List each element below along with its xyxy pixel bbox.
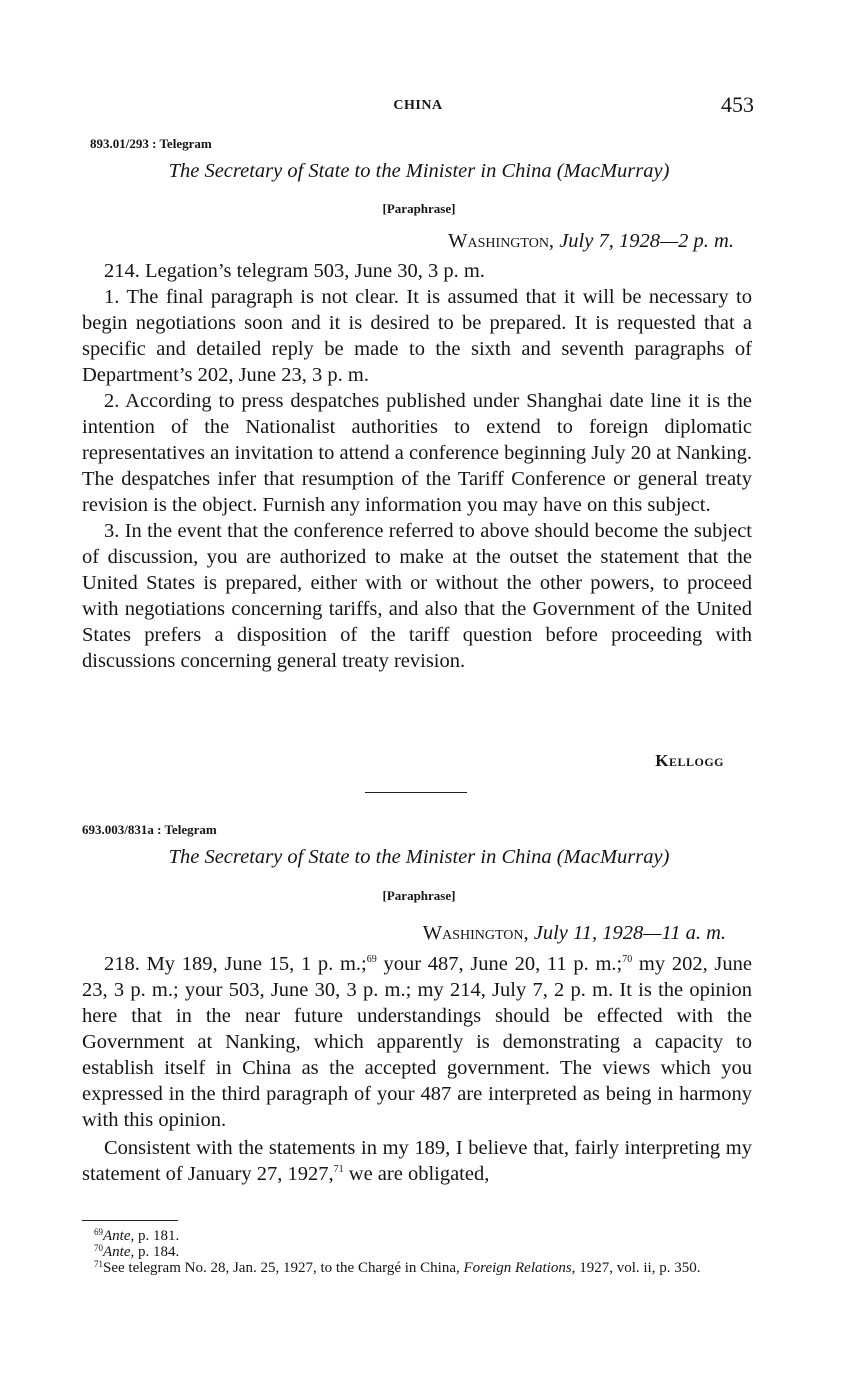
doc2-body bbox=[82, 951, 752, 1187]
doc1-date: July 7, 1928—2 p. m. bbox=[559, 230, 734, 252]
footnote-mark: 70 bbox=[94, 1243, 103, 1253]
doc1-paragraph-0: 214. Legation’s telegram 503, June 30, 3 p. m. bbox=[104, 260, 485, 282]
doc2-file-number: 693.003/831a : Telegram bbox=[82, 822, 217, 837]
page-number: 453 bbox=[721, 92, 754, 117]
footnote-ref-69: 69 bbox=[366, 954, 377, 965]
doc1-body bbox=[82, 258, 752, 674]
doc2-title bbox=[82, 846, 756, 869]
doc2-place: Washington, bbox=[422, 922, 529, 944]
footnote-italic: Ante, bbox=[103, 1244, 135, 1260]
doc1-place: Washington, bbox=[448, 230, 555, 252]
doc2-paragraph-2 bbox=[82, 1135, 752, 1187]
footnote-ref-70: 70 bbox=[622, 954, 633, 965]
footnote-ref-71: 71 bbox=[333, 1164, 344, 1175]
doc1-signature: Kellogg bbox=[655, 751, 724, 770]
doc1-paragraph-3: 3. In the event that the conference referred to above should become the subject of discussion, you are authorized to make at the outset the statement that the United States is prepared, either with or without the other powers, to proceed with negotiations concerning tariffs, and also that the Government of the United States prefers a disposition of the tariff question before proceeding with discussions concerning general treaty revision. bbox=[82, 520, 752, 672]
doc2-paragraph-1 bbox=[82, 951, 752, 1133]
doc1-title bbox=[82, 160, 756, 183]
footnote-70 bbox=[82, 1244, 750, 1260]
doc1-paragraph-1: 1. The final paragraph is not clear. It is assumed that it will be necessary to begin negotiations soon and it is desired to be prepared. It is requested that a specific and detailed reply be made to the sixth and seventh paragraphs of Department’s 202, June 23, 3 p. m. bbox=[82, 286, 752, 386]
doc1-title-text: The Secretary of State to the Minister in China bbox=[168, 160, 552, 182]
footnote-mark: 71 bbox=[94, 1259, 103, 1269]
doc1-addressee: (MacMurray) bbox=[556, 160, 670, 182]
footnote-69 bbox=[82, 1228, 750, 1244]
running-head bbox=[82, 92, 754, 122]
doc2-p1-text-a: 218. My 189, June 15, 1 p. m.; bbox=[104, 953, 367, 975]
footnote-text: p. 184. bbox=[134, 1244, 180, 1260]
doc1-dateline bbox=[448, 230, 734, 253]
footnotes bbox=[82, 1228, 750, 1276]
doc2-p1-text-b: your 487, June 20, 11 p. m.; bbox=[376, 953, 623, 975]
footnote-text: See telegram No. 28, Jan. 25, 1927, to the Chargé in China, bbox=[103, 1260, 464, 1276]
footnote-italic: Foreign Relations, bbox=[463, 1260, 576, 1276]
doc2-dateline bbox=[423, 922, 726, 945]
doc2-p1-text-c: my 202, June 23, 3 p. m.; your 503, June 30, 3 p. m.; my 214, July 7, 2 p. m. It is the opinion here that in the near future understandings should be effected with the Government at Nanking, which apparently is demonstrating a capacity to establish itself in China as the accepted government. The views which you expressed in the third paragraph of your 487 are interpreted as being in harmony with this opinion. bbox=[82, 953, 752, 1131]
footnote-text: p. 181. bbox=[134, 1228, 180, 1244]
doc1-file-number: 893.01/293 : Telegram bbox=[90, 136, 212, 151]
doc2-paraphrase: [Paraphrase] bbox=[382, 888, 456, 903]
running-head-title: CHINA bbox=[393, 98, 443, 113]
doc2-addressee: (MacMurray) bbox=[556, 846, 670, 868]
footnote-mark: 69 bbox=[94, 1227, 103, 1237]
footnote-text: 1927, vol. ii, p. 350. bbox=[575, 1260, 701, 1276]
footnote-rule bbox=[82, 1220, 178, 1221]
doc2-date: July 11, 1928—11 a. m. bbox=[533, 922, 726, 944]
doc2-p2-text-a: Consistent with the statements in my 189, I believe that, fairly interpreting my statement of January 27, 1927, bbox=[82, 1137, 752, 1185]
doc2-p2-text-b: we are obligated, bbox=[343, 1163, 490, 1185]
doc1-paraphrase: [Paraphrase] bbox=[382, 201, 456, 216]
section-divider bbox=[365, 792, 467, 793]
doc2-title-text: The Secretary of State to the Minister in China bbox=[168, 846, 552, 868]
doc1-paragraph-2: 2. According to press despatches published under Shanghai date line it is the intention of the Nationalist authorities to extend to foreign diplomatic representatives an invitation to attend a conference beginning July 20 at Nanking. The despatches infer that resumption of the Tariff Conference or general treaty revision is the object. Furnish any information you may have on this subject. bbox=[82, 390, 752, 516]
footnote-71 bbox=[82, 1260, 750, 1276]
footnote-italic: Ante, bbox=[103, 1228, 135, 1244]
